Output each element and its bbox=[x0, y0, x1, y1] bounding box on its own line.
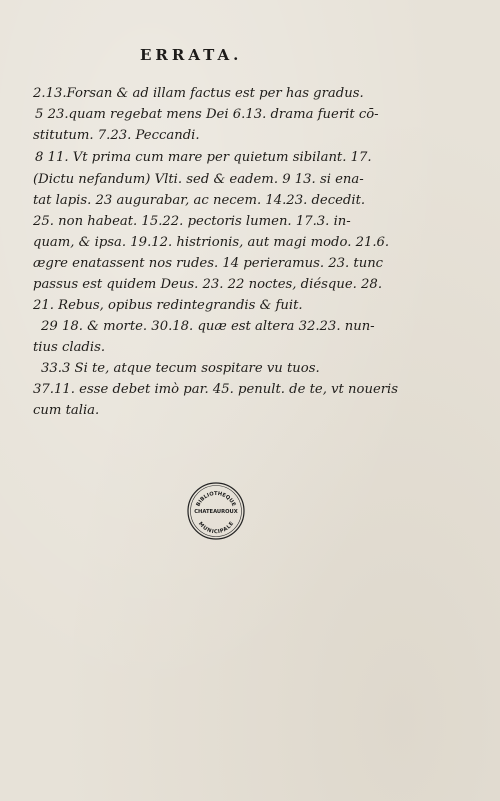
errata-line: 37.11. esse debet imò par. 45. penult. de te, vt noueris bbox=[33, 382, 399, 397]
errata-line: (Dictu nefandum) Vlti. sed & eadem. 9 13. si ena- bbox=[33, 172, 364, 187]
errata-line: 2.13.Forsan & ad illam factus est per has gradus. bbox=[33, 86, 364, 101]
errata-line: 5 23.quam regebat mens Dei 6.13. drama fuerit cō- bbox=[35, 107, 379, 122]
stamp-top-text: BIBLIOTHEQUE bbox=[195, 490, 237, 508]
errata-line: ægre enatassent nos rudes. 14 perieramus. 23. tunc bbox=[33, 256, 384, 271]
library-stamp bbox=[186, 481, 246, 541]
errata-line: stitutum. 7.23. Peccandi. bbox=[33, 128, 200, 143]
errata-line: 21. Rebus, opibus redintegrandis & fuit. bbox=[33, 298, 303, 313]
errata-line: 8 11. Vt prima cum mare per quietum sibilant. 17. bbox=[35, 150, 372, 165]
errata-line: tius cladis. bbox=[33, 340, 106, 355]
errata-line: 29 18. & morte. 30.18. quæ est altera 32.23. nun- bbox=[41, 319, 375, 334]
errata-line: cum talia. bbox=[33, 403, 100, 418]
svg-text:BIBLIOTHEQUE bbox=[196, 491, 237, 508]
stamp-bottom-text: MUNICIPALE bbox=[196, 520, 236, 536]
errata-line: tat lapis. 23 augurabar, ac necem. 14.23. decedit. bbox=[33, 193, 366, 208]
errata-heading: ERRATA. bbox=[140, 46, 243, 64]
errata-line: quam, & ipsa. 19.12. histrionis, aut magi modo. 21.6. bbox=[33, 235, 390, 250]
errata-line: 25. non habeat. 15.22. pectoris lumen. 17.3. in- bbox=[33, 214, 351, 229]
stamp-middle-text: CHATEAUROUX bbox=[194, 509, 238, 515]
errata-line: 33.3 Si te, atque tecum sospitare vu tuos. bbox=[41, 361, 320, 376]
errata-line: passus est quidem Deus. 23. 22 noctes, diésque. 28. bbox=[33, 277, 383, 292]
